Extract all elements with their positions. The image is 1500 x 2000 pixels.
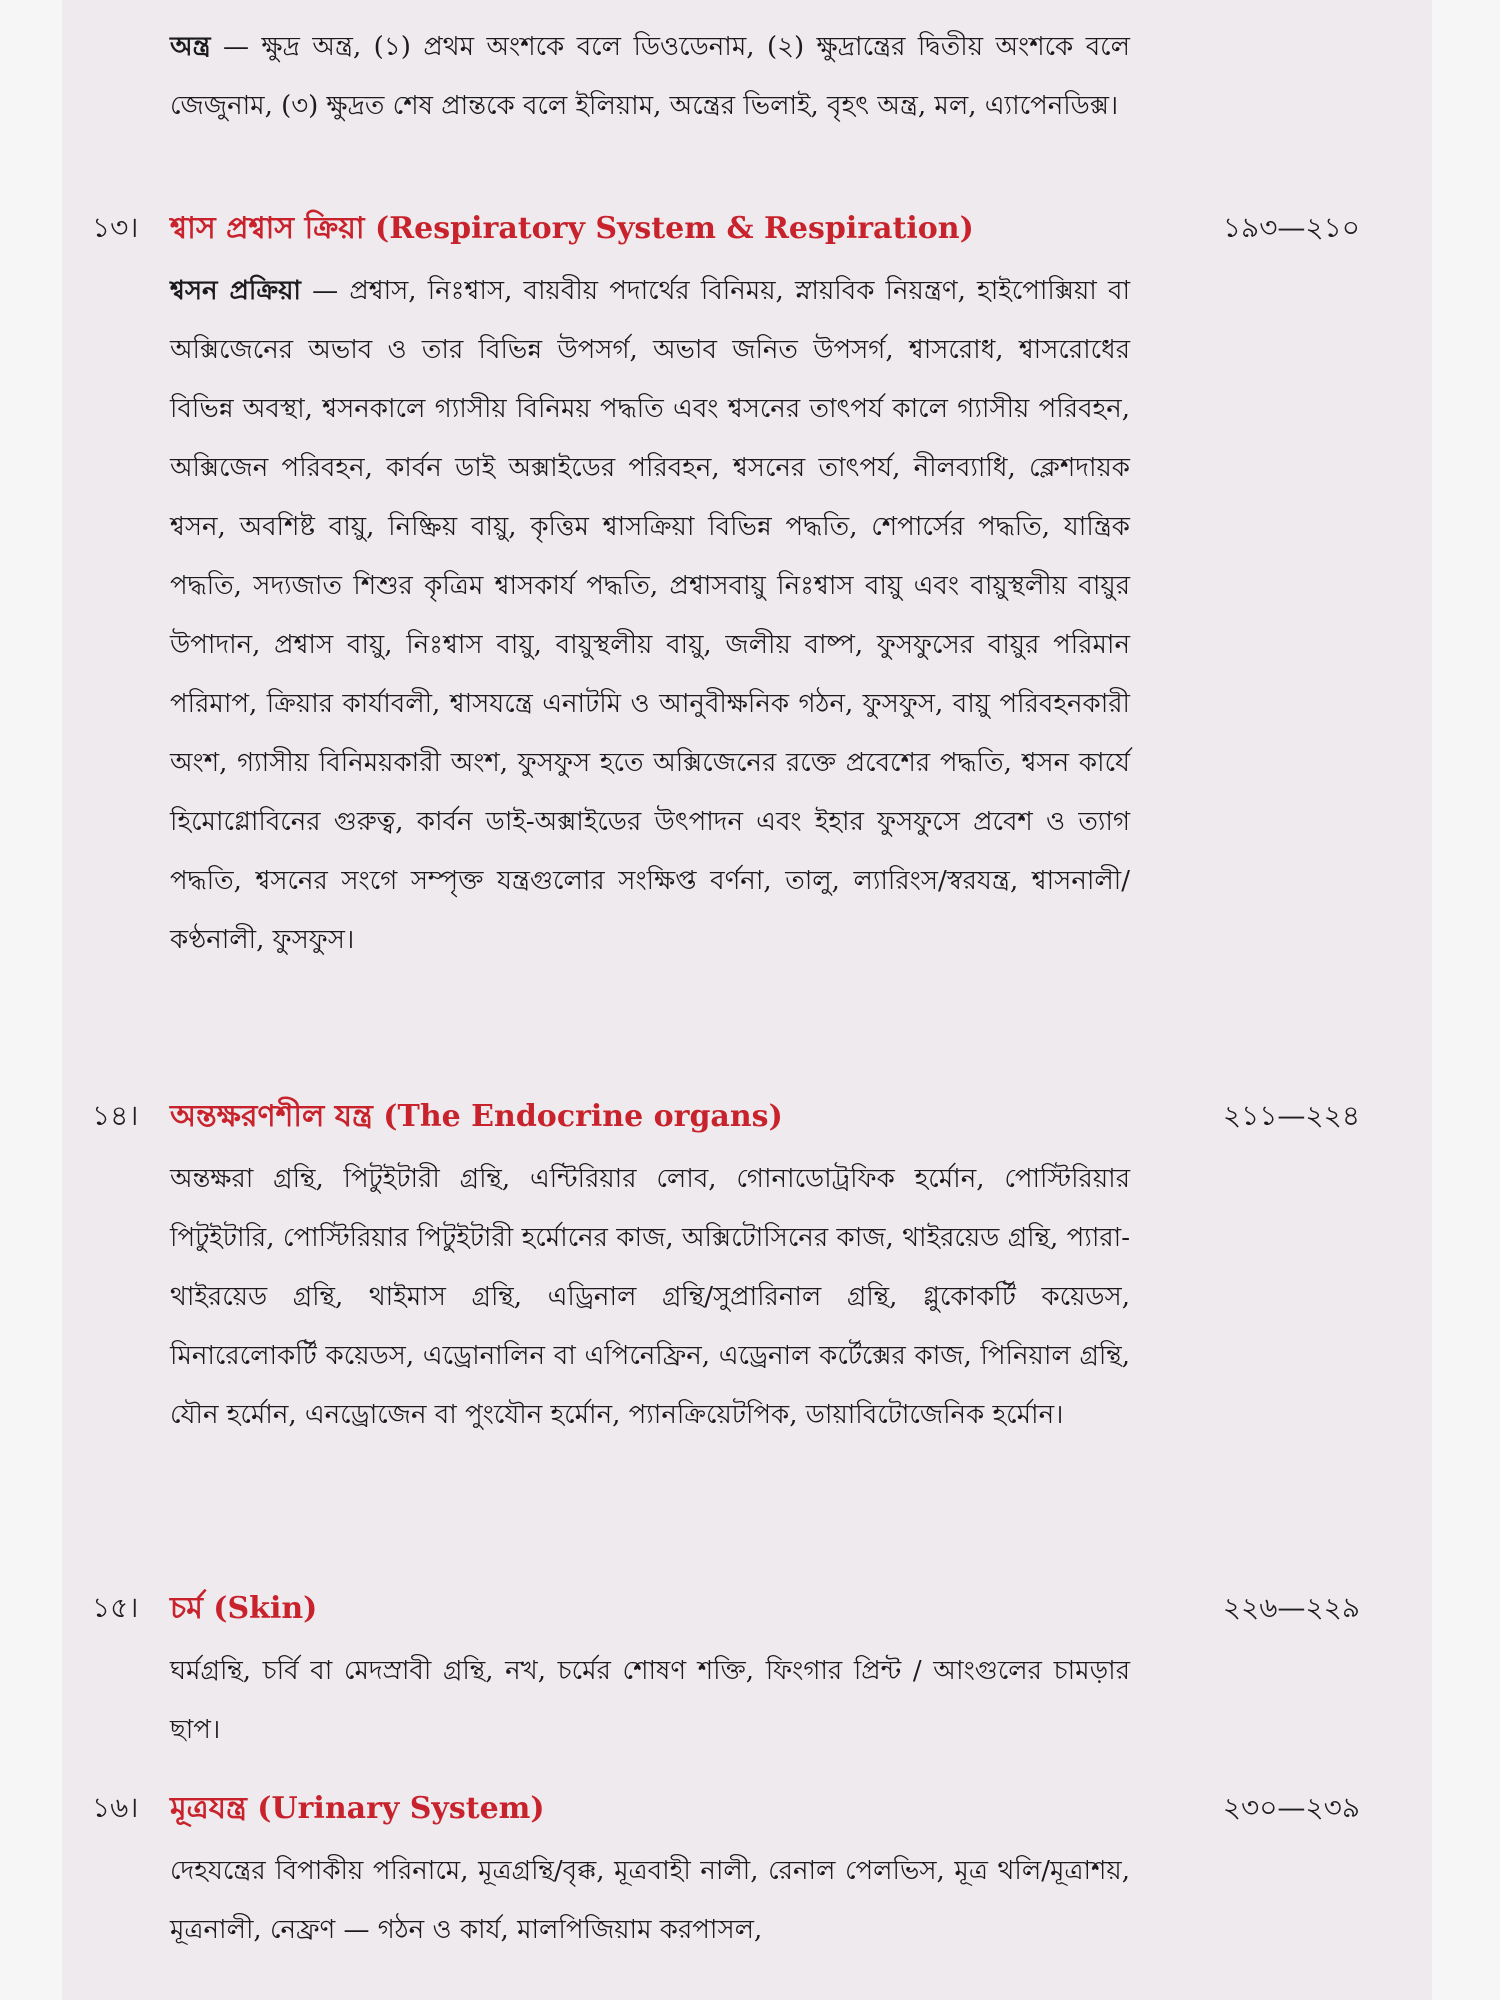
description: — প্রশ্বাস, নিঃশ্বাস, বায়বীয় পদার্থের বিনিময়, স্নায়বিক নিয়ন্ত্রণ, হাইপোক্সিয়া বা অক্সিজেনের অভাব ও তার বিভিন্ন উপসর্গ, অভাব জনিত উপসর্গ, শ্বাসরোধ, শ্বাসরোধের বিভিন্ন অবস্থা, শ্বসনকালে গ্যাসীয় বিনিময় পদ্ধতি এবং শ্বসনের তাৎপর্য কালে গ্যাসীয় পরিবহন, অক্সিজেন পরিবহন, কার্বন ডাই অক্সাইডের পরিবহন, শ্বসনের তাৎপর্য, নীলব্যাধি, ক্লেশদায়ক শ্বসন, অবশিষ্ট বায়ু, নিষ্ক্রিয় বায়ু, কৃত্তিম শ্বাসক্রিয়া বিভিন্ন পদ্ধতি, শেপার্সের পদ্ধতি, যান্ত্রিক পদ্ধতি, সদ্যজাত শিশুর কৃত্রিম শ্বাসকার্য পদ্ধতি, প্রশ্বাসবায়ু নিঃশ্বাস বায়ু এবং বায়ুস্থলীয় বায়ুর উপাদান, প্রশ্বাস বায়ু, নিঃশ্বাস বায়ু, বায়ুস্থলীয় বায়ু, জলীয় বাষ্প, ফুসফুসের বায়ুর পরিমান পরিমাপ, ক্রিয়ার কার্যাবলী, শ্বাসযন্ত্রে এনাটমি ও আনুবীক্ষনিক গঠন, ফুসফুস, বায়ু পরিবহনকারী অংশ, গ্যাসীয় বিনিময়কারী অংশ, ফুসফুস হতে অক্সিজেনের রক্তে প্রবেশের পদ্ধতি, শ্বসন কার্যে হিমোগ্লোবিনের গুরুত্ব, কার্বন ডাই-অক্সাইডের উৎপাদন এবং ইহার ফুসফুসে প্রবেশ ও ত্যাগ পদ্ধতি, শ্বসনের সংগে সম্পৃক্ত যন্ত্রগুলোর সংক্ষিপ্ত বর্ণনা, তালু, ল্যারিংস/স্বরযন্ত্র, শ্বাসনালী/কণ্ঠনালী, ফুসফুস। — [170, 276, 1131, 955]
term: অন্ত্র — [170, 32, 211, 62]
description: অন্তক্ষরা গ্রন্থি, পিটুইটারী গ্রন্থি, এন্টিরিয়ার লোব, গোনাডোট্রফিক হর্মোন, পোস্টিরিয়ার পিটুইটারি, পোস্টিরিয়ার পিটুইটারী হর্মোনের কাজ, অক্সিটোসিনের কাজ, থাইরয়েড গ্রন্থি, প্যারা-থাইরয়েড গ্রন্থি, থাইমাস গ্রন্থি, এড্রিনাল গ্রন্থি/সুপ্রারিনাল গ্রন্থি, গ্লুকোকর্টি কয়েডস, মিনারেলোকর্টি কয়েডস, এড্রোনালিন বা এপিনেফ্রিন, এড্রেনাল কর্টেক্সের কাজ, পিনিয়াল গ্রন্থি, যৌন হর্মোন, এনড্রোজেন বা পুংযৌন হর্মোন, প্যানক্রিয়েটপিক, ডায়াবিটোজেনিক হর্মোন। — [170, 1164, 1130, 1430]
section-heading — [62, 200, 1432, 252]
page-range: ১৯৩—২১০ — [1222, 211, 1360, 244]
page-range: ২২৬—২২৯ — [1222, 1591, 1360, 1624]
section-heading — [62, 1580, 1432, 1632]
section-body — [170, 1150, 1130, 1445]
section-heading — [62, 1088, 1432, 1140]
section-body — [170, 262, 1130, 970]
section-endocrine — [62, 1088, 1432, 1430]
section-number: ১৬। — [92, 1791, 139, 1824]
term: শ্বসন প্রক্রিয়া — [170, 276, 301, 306]
section-title: চর্ম (Skin) — [170, 1591, 318, 1626]
paragraph-text — [170, 18, 1130, 136]
section-skin — [62, 1580, 1432, 1745]
description: ঘর্মগ্রন্থি, চর্বি বা মেদস্রাবী গ্রন্থি, নখ, চর্মের শোষণ শক্তি, ফিংগার প্রিন্ট / আংগুলের চামড়ার ছাপ। — [170, 1656, 1130, 1745]
section-body — [170, 1642, 1130, 1760]
section-number: ১৪। — [92, 1099, 139, 1132]
section-urinary — [62, 1780, 1432, 1945]
section-title: শ্বাস প্রশ্বাস ক্রিয়া (Respiratory System & Respiration) — [170, 211, 974, 246]
description: দেহযন্ত্রের বিপাকীয় পরিনামে, মূত্রগ্রন্থি/বৃক্ক, মূত্রবাহী নালী, রেনাল পেলভিস, মূত্র থলি/মূত্রাশয়, মূত্রনালী, নেফ্রণ — গঠন ও কার্য, মালপিজিয়াম করপাসল, — [170, 1856, 1130, 1945]
description: — ক্ষুদ্র অন্ত্র, (১) প্রথম অংশকে বলে ডিওডেনাম, (২) ক্ষুদ্রান্ত্রের দ্বিতীয় অংশকে বলে জেজুনাম, (৩) ক্ষুদ্রত শেষ প্রান্তকে বলে ইলিয়াম, অন্ত্রের ভিলাই, বৃহৎ অন্ত্র, মল, এ্যাপেনডিক্স। — [170, 32, 1130, 121]
book-page — [62, 0, 1432, 2000]
section-title: মূত্রযন্ত্র (Urinary System) — [170, 1791, 545, 1826]
section-heading — [62, 1780, 1432, 1832]
page-range: ২৩০—২৩৯ — [1222, 1791, 1360, 1824]
right-margin — [1432, 0, 1500, 2000]
section-number: ১৫। — [92, 1591, 139, 1624]
section-number: ১৩। — [92, 211, 139, 244]
section-respiratory — [62, 200, 1432, 955]
section-title: অন্তক্ষরণশীল যন্ত্র (The Endocrine organs) — [170, 1099, 783, 1134]
section-body — [170, 1842, 1130, 1960]
page-range: ২১১—২২৪ — [1222, 1099, 1360, 1132]
left-margin — [0, 0, 62, 2000]
